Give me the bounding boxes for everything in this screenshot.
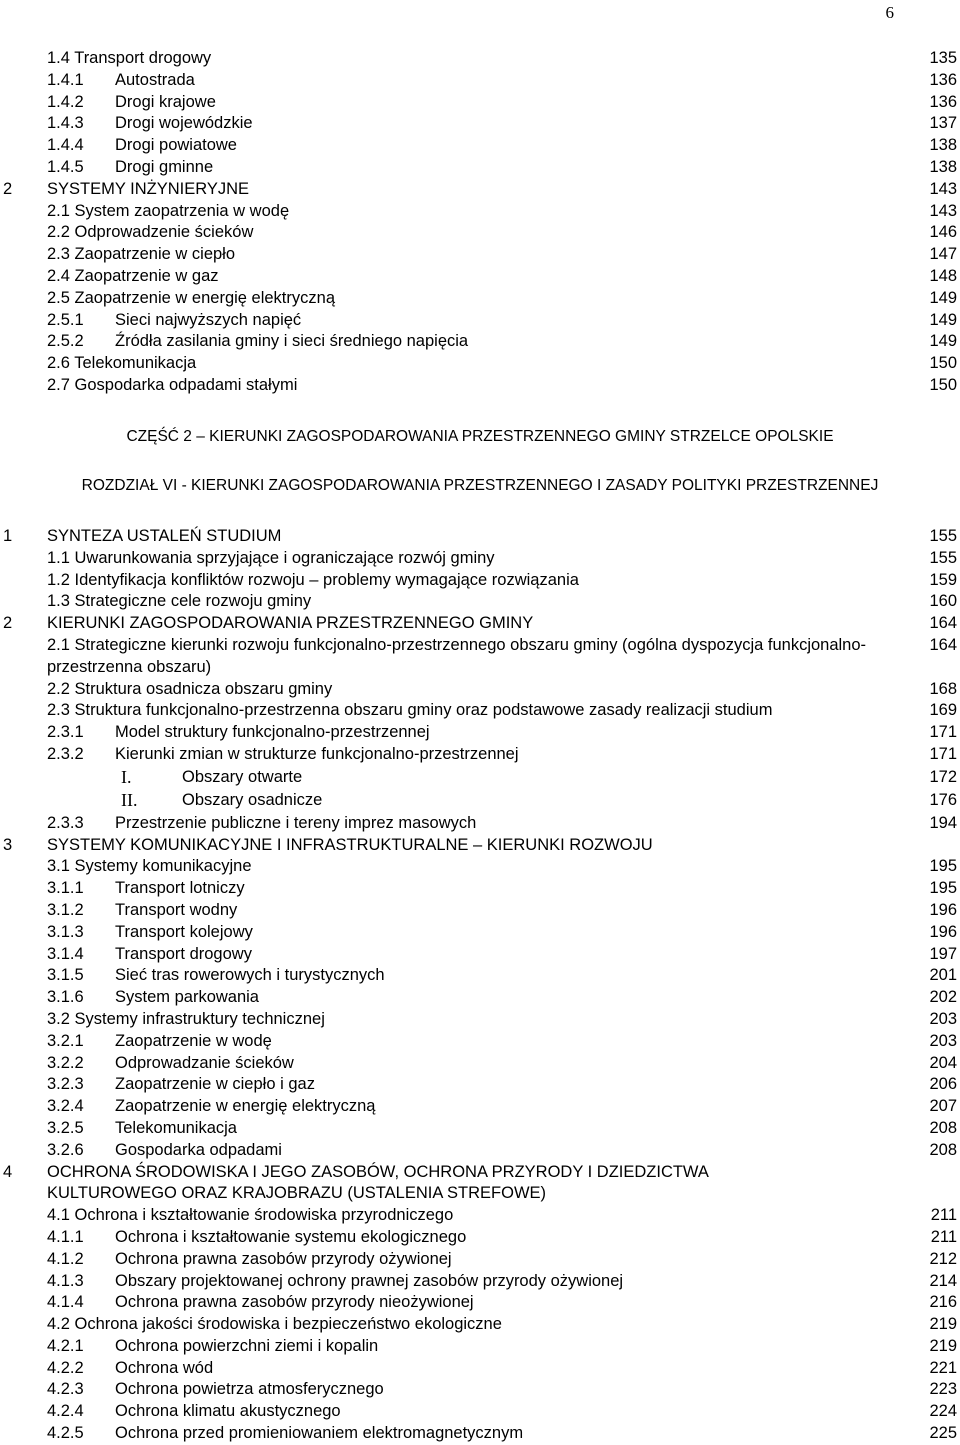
- toc-entry-page: 207: [929, 1097, 957, 1116]
- toc-entry-title: 2.3 Struktura funkcjonalno-przestrzenna obszaru gminy oraz podstawowe zasady realizacji studium: [47, 701, 773, 720]
- toc-entry-page: 219: [929, 1336, 957, 1355]
- toc-entry-page: 169: [929, 701, 957, 720]
- toc-entry-number: 4.2.3: [47, 1380, 84, 1399]
- toc-entry-title: Transport lotniczy: [115, 879, 245, 898]
- toc-entry[interactable]: [0, 1314, 960, 1336]
- toc-entry[interactable]: [0, 375, 960, 397]
- toc-entry[interactable]: [0, 944, 960, 966]
- toc-entry-number: 3.1.6: [47, 988, 84, 1007]
- toc-entry-title: Ochrona prawna zasobów przyrody nieożywionej: [115, 1293, 474, 1312]
- toc-entry-number: 4.1.2: [47, 1249, 84, 1268]
- toc-entry-page: 149: [929, 310, 957, 329]
- toc-entry-page: 172: [929, 767, 957, 786]
- toc-entry-title: 3.1 Systemy komunikacyjne: [47, 857, 252, 876]
- toc-entry[interactable]: [0, 1358, 960, 1380]
- toc-entry-page: 143: [929, 201, 957, 220]
- toc-entry-title: Ochrona wód: [115, 1358, 214, 1377]
- toc-entry-level: 1: [3, 527, 13, 545]
- toc-entry-page: 136: [929, 92, 957, 111]
- toc-entry-number: 2.3.3: [47, 813, 84, 832]
- toc-entry-page: 206: [929, 1075, 957, 1094]
- toc-entry-page: 171: [929, 744, 957, 763]
- toc-entry-page: 214: [929, 1271, 957, 1290]
- part-heading: CZĘŚĆ 2 – KIERUNKI ZAGOSPODAROWANIA PRZESTRZENNEGO GMINY STRZELCE OPOLSKIE: [126, 428, 834, 445]
- toc-entry-title: Sieć tras rowerowych i turystycznych: [115, 966, 385, 985]
- toc-entry-number: 4.1.3: [47, 1271, 84, 1290]
- toc-entry[interactable]: [0, 766, 960, 790]
- toc-entry-title: Transport drogowy: [115, 944, 252, 963]
- toc-entry[interactable]: [0, 679, 960, 701]
- toc-entry-title: 2.2 Odprowadzenie ścieków: [47, 223, 254, 242]
- toc-entry-title: 2.2 Struktura osadnicza obszaru gminy: [47, 679, 333, 698]
- toc-entry-number: 2.3.1: [47, 723, 84, 742]
- toc-entry-title: Ochrona klimatu akustycznego: [115, 1402, 341, 1421]
- toc-entry-title: Ochrona prawna zasobów przyrody ożywionej: [115, 1249, 452, 1268]
- toc-entry[interactable]: [0, 1074, 960, 1096]
- toc-entry-number: 3.1.2: [47, 900, 84, 919]
- toc-entry-page: 138: [929, 157, 957, 176]
- toc-section-bottom: [0, 526, 960, 1445]
- toc-entry[interactable]: [0, 700, 960, 722]
- toc-entry-page: 176: [929, 791, 957, 810]
- toc-entry-page: 221: [929, 1358, 957, 1377]
- toc-entry-title: SYNTEZA USTALEŃ STUDIUM: [47, 527, 282, 545]
- toc-entry-page: 148: [929, 266, 957, 285]
- toc-entry-page: 155: [929, 548, 957, 567]
- toc-entry-title: 1.2 Identyfikacja konfliktów rozwoju – problemy wymagające rozwiązania: [47, 570, 579, 589]
- toc-entry[interactable]: [0, 1031, 960, 1053]
- toc-entry-title: 1.4 Transport drogowy: [47, 49, 212, 67]
- toc-entry-number: 3.1.5: [47, 966, 84, 985]
- toc-entry-title: SYSTEMY KOMUNIKACYJNE I INFRASTRUKTURALNE – KIERUNKI ROZWOJU: [47, 835, 653, 854]
- toc-entry-number: 1.4.1: [47, 70, 84, 89]
- toc-entry[interactable]: [0, 635, 960, 679]
- toc-entry[interactable]: [0, 157, 960, 179]
- chapter-heading: ROZDZIAŁ VI - KIERUNKI ZAGOSPODAROWANIA PRZESTRZENNEGO I ZASADY POLITYKI PRZESTRZENNEJ: [81, 477, 879, 494]
- toc-entry-number: 3.2.4: [47, 1097, 84, 1116]
- toc-entry-title: 1.1 Uwarunkowania sprzyjające i ograniczające rozwój gminy: [47, 548, 495, 567]
- toc-entry-title: 2.6 Telekomunikacja: [47, 354, 197, 373]
- toc-entry-page: 159: [929, 570, 957, 589]
- toc-entry-number: 4.2.5: [47, 1424, 84, 1443]
- toc-entry-number: 4.2.4: [47, 1402, 84, 1421]
- toc-entry-title: Obszary otwarte: [182, 767, 303, 786]
- toc-entry-page: 160: [929, 592, 957, 611]
- toc-entry-title: Model struktury funkcjonalno-przestrzennej: [115, 723, 430, 742]
- toc-entry-title: 2.4 Zaopatrzenie w gaz: [47, 266, 219, 285]
- toc-entry[interactable]: [0, 113, 960, 135]
- toc-entry[interactable]: [0, 722, 960, 744]
- toc-entry-page: 212: [929, 1249, 957, 1268]
- toc-entry-title: Obszary osadnicze: [182, 791, 323, 810]
- toc-entry[interactable]: [0, 1205, 960, 1227]
- toc-entry[interactable]: [0, 789, 960, 813]
- toc-entry[interactable]: [0, 591, 960, 613]
- toc-entry[interactable]: [0, 1053, 960, 1075]
- toc-entry[interactable]: [0, 135, 960, 157]
- toc-entry-page: 143: [929, 179, 957, 198]
- toc-entry-page: 138: [929, 136, 957, 155]
- toc-entry-title: Gospodarka odpadami: [115, 1140, 282, 1159]
- toc-entry-title: Odprowadzanie ścieków: [115, 1053, 294, 1072]
- toc-entry-page: 208: [929, 1140, 957, 1159]
- toc-entry[interactable]: [0, 900, 960, 922]
- toc-entry-page: 224: [929, 1402, 957, 1421]
- toc-entry-number: 4.2.2: [47, 1358, 84, 1377]
- toc-entry[interactable]: [0, 856, 960, 878]
- toc-entry-title: Autostrada: [115, 70, 195, 89]
- toc-entry-number: 1.4.2: [47, 92, 84, 111]
- toc-entry-title: Przestrzenie publiczne i tereny imprez masowych: [115, 813, 477, 832]
- toc-entry-number: 2.3.2: [47, 744, 84, 763]
- toc-entry-page: 203: [929, 1009, 957, 1028]
- toc-entry[interactable]: [0, 1140, 960, 1162]
- toc-entry[interactable]: [0, 1096, 960, 1118]
- toc-entry-page: 146: [929, 223, 957, 242]
- toc-entry-number: II.: [121, 790, 138, 811]
- toc-entry[interactable]: [0, 813, 960, 835]
- toc-entry[interactable]: [0, 1292, 960, 1314]
- toc-entry-number: 1.4.5: [47, 157, 84, 176]
- toc-entry-title: 2.1 Strategiczne kierunki rozwoju funkcjonalno-przestrzennego obszaru gminy (ogólna dyspozycja funkcjonalno-przestrzenna obszaru): [47, 635, 867, 676]
- toc-entry[interactable]: [0, 201, 960, 223]
- toc-entry-title: Drogi powiatowe: [115, 136, 237, 155]
- toc-entry-page: 204: [929, 1053, 957, 1072]
- toc-entry-page: 150: [929, 354, 957, 373]
- toc-entry-title: 2.5 Zaopatrzenie w energię elektryczną: [47, 288, 335, 307]
- toc-entry[interactable]: [0, 288, 960, 310]
- toc-entry-title: Ochrona i kształtowanie systemu ekologicznego: [115, 1227, 467, 1246]
- toc-entry-page: 216: [929, 1293, 957, 1312]
- toc-entry-page: 196: [929, 922, 957, 941]
- toc-entry-title: 1.3 Strategiczne cele rozwoju gminy: [47, 592, 312, 611]
- toc-entry[interactable]: [0, 987, 960, 1009]
- toc-entry[interactable]: [0, 570, 960, 592]
- toc-entry[interactable]: [0, 92, 960, 114]
- toc-entry-title: Transport wodny: [115, 900, 238, 919]
- toc-entry-title: Obszary projektowanej ochrony prawnej zasobów przyrody ożywionej: [115, 1271, 624, 1290]
- toc-entry[interactable]: [0, 835, 960, 857]
- toc-entry-title: System parkowania: [115, 988, 259, 1007]
- toc-entry[interactable]: [0, 1401, 960, 1423]
- toc-entry[interactable]: [0, 1009, 960, 1031]
- toc-entry-page: 150: [929, 375, 957, 394]
- toc-entry-title: Zaopatrzenie w wodę: [115, 1031, 272, 1050]
- toc-entry-title: Ochrona powierzchni ziemi i kopalin: [115, 1336, 379, 1355]
- toc-entry-number: 4.1.1: [47, 1227, 84, 1246]
- toc-entry-page: 196: [929, 900, 957, 919]
- toc-entry-page: 211: [930, 1206, 957, 1225]
- toc-entry-page: 223: [929, 1380, 957, 1399]
- toc-entry-level: 3: [3, 835, 13, 854]
- page-number: 6: [885, 3, 894, 22]
- toc-entry-title: SYSTEMY INŻYNIERYJNE: [47, 179, 250, 198]
- toc-entry-number: 3.1.3: [47, 922, 84, 941]
- toc-entry-title: 2.1 System zaopatrzenia w wodę: [47, 201, 290, 220]
- toc-entry-title: Drogi krajowe: [115, 92, 216, 111]
- toc-entry-title: Zaopatrzenie w ciepło i gaz: [115, 1075, 315, 1094]
- toc-entry-title: 4.2 Ochrona jakości środowiska i bezpieczeństwo ekologiczne: [47, 1315, 502, 1334]
- toc-entry-page: 135: [929, 49, 957, 67]
- toc-entry-level: 2: [3, 614, 13, 633]
- toc-entry-title: 2.7 Gospodarka odpadami stałymi: [47, 375, 298, 394]
- toc-entry-page: 149: [929, 332, 957, 351]
- toc-entry-page: 137: [929, 114, 957, 133]
- toc-entry-number: 3.1.1: [47, 879, 84, 898]
- toc-entry-number: 3.2.5: [47, 1118, 84, 1137]
- toc-entry[interactable]: [0, 222, 960, 244]
- toc-entry-page: 225: [929, 1424, 957, 1443]
- toc-entry[interactable]: [0, 548, 960, 570]
- toc-entry[interactable]: [0, 310, 960, 332]
- toc-entry-number: 3.2.6: [47, 1140, 84, 1159]
- toc-entry-number: 3.2.2: [47, 1053, 84, 1072]
- toc-entry-page: 202: [929, 988, 957, 1007]
- toc-entry[interactable]: [0, 1249, 960, 1271]
- toc-entry-page: 197: [929, 944, 957, 963]
- toc-entry-page: 211: [930, 1227, 957, 1246]
- toc-entry-title: OCHRONA ŚRODOWISKA I JEGO ZASOBÓW, OCHRONA PRZYRODY I DZIEDZICTWA KULTUROWEGO ORAZ KRAJOBRAZU (USTALENIA STREFOWE): [47, 1162, 708, 1203]
- toc-entry-title: 3.2 Systemy infrastruktury technicznej: [47, 1009, 325, 1028]
- toc-entry-page: 195: [929, 857, 957, 876]
- toc-entry[interactable]: [0, 965, 960, 987]
- toc-entry-title: 2.3 Zaopatrzenie w ciepło: [47, 245, 236, 264]
- toc-entry[interactable]: [0, 48, 960, 70]
- toc-entry[interactable]: [0, 353, 960, 375]
- toc-entry-page: 136: [929, 70, 957, 89]
- toc-entry-number: 3.2.1: [47, 1031, 84, 1050]
- toc-entry-number: 2.5.2: [47, 332, 84, 351]
- toc-entry-number: I.: [121, 766, 132, 787]
- toc-entry[interactable]: [0, 744, 960, 766]
- toc-entry-page: 208: [929, 1118, 957, 1137]
- toc-entry[interactable]: [0, 878, 960, 900]
- toc-entry-title: Sieci najwyższych napięć: [115, 310, 302, 329]
- toc-entry-page: 155: [929, 527, 957, 545]
- toc-entry-title: Drogi gminne: [115, 157, 214, 176]
- toc-entry[interactable]: [0, 1118, 960, 1140]
- toc-entry-page: 149: [929, 288, 957, 307]
- toc-entry-number: 1.4.4: [47, 136, 84, 155]
- toc-entry-number: 1.4.3: [47, 114, 84, 133]
- toc-entry[interactable]: [0, 331, 960, 353]
- toc-entry[interactable]: [0, 1271, 960, 1293]
- toc-entry-page: 171: [929, 723, 957, 742]
- toc-entry-title: Drogi wojewódzkie: [115, 114, 253, 133]
- toc-entry[interactable]: [0, 1227, 960, 1249]
- toc-entry[interactable]: [0, 922, 960, 944]
- toc-entry-title: Źródła zasilania gminy i sieci średniego napięcia: [115, 332, 469, 351]
- toc-entry-title: Telekomunikacja: [115, 1118, 237, 1137]
- toc-entry-page: 203: [929, 1031, 957, 1050]
- toc-entry-number: 4.1.4: [47, 1293, 84, 1312]
- toc-entry-level: 4: [3, 1162, 13, 1181]
- toc-entry-page: 195: [929, 879, 957, 898]
- toc-entry-page: 168: [929, 679, 957, 698]
- toc-section-top: [0, 48, 960, 397]
- toc-entry-number: 2.5.1: [47, 310, 84, 329]
- toc-entry-title: Transport kolejowy: [115, 922, 253, 941]
- toc-entry-page: 201: [929, 966, 957, 985]
- toc-entry[interactable]: [0, 1379, 960, 1401]
- toc-entry[interactable]: [0, 526, 960, 548]
- toc-entry-page: 219: [929, 1315, 957, 1334]
- toc-entry[interactable]: [0, 70, 960, 92]
- toc-entry-page: 164: [929, 635, 957, 654]
- toc-entry[interactable]: [0, 1162, 960, 1206]
- toc-entry-page: 164: [929, 614, 957, 633]
- toc-entry[interactable]: [0, 1423, 960, 1445]
- toc-entry-title: Ochrona przed promieniowaniem elektromagnetycznym: [115, 1424, 524, 1443]
- toc-entry[interactable]: [0, 179, 960, 201]
- toc-entry-title: KIERUNKI ZAGOSPODAROWANIA PRZESTRZENNEGO GMINY: [47, 614, 534, 633]
- toc-entry[interactable]: [0, 266, 960, 288]
- toc-entry-title: Kierunki zmian w strukturze funkcjonalno-przestrzennej: [115, 744, 519, 763]
- toc-entry[interactable]: [0, 613, 960, 635]
- toc-entry-number: 3.1.4: [47, 944, 84, 963]
- toc-entry-number: 4.2.1: [47, 1336, 84, 1355]
- toc-entry-page: 194: [929, 813, 957, 832]
- toc-entry-title: Zaopatrzenie w energię elektryczną: [115, 1097, 376, 1116]
- toc-entry[interactable]: [0, 1336, 960, 1358]
- toc-entry[interactable]: [0, 244, 960, 266]
- toc-entry-number: 3.2.3: [47, 1075, 84, 1094]
- toc-entry-title: Ochrona powietrza atmosferycznego: [115, 1380, 384, 1399]
- toc-entry-level: 2: [3, 179, 13, 198]
- toc-entry-title: 4.1 Ochrona i kształtowanie środowiska przyrodniczego: [47, 1206, 454, 1225]
- toc-entry-page: 147: [929, 245, 957, 264]
